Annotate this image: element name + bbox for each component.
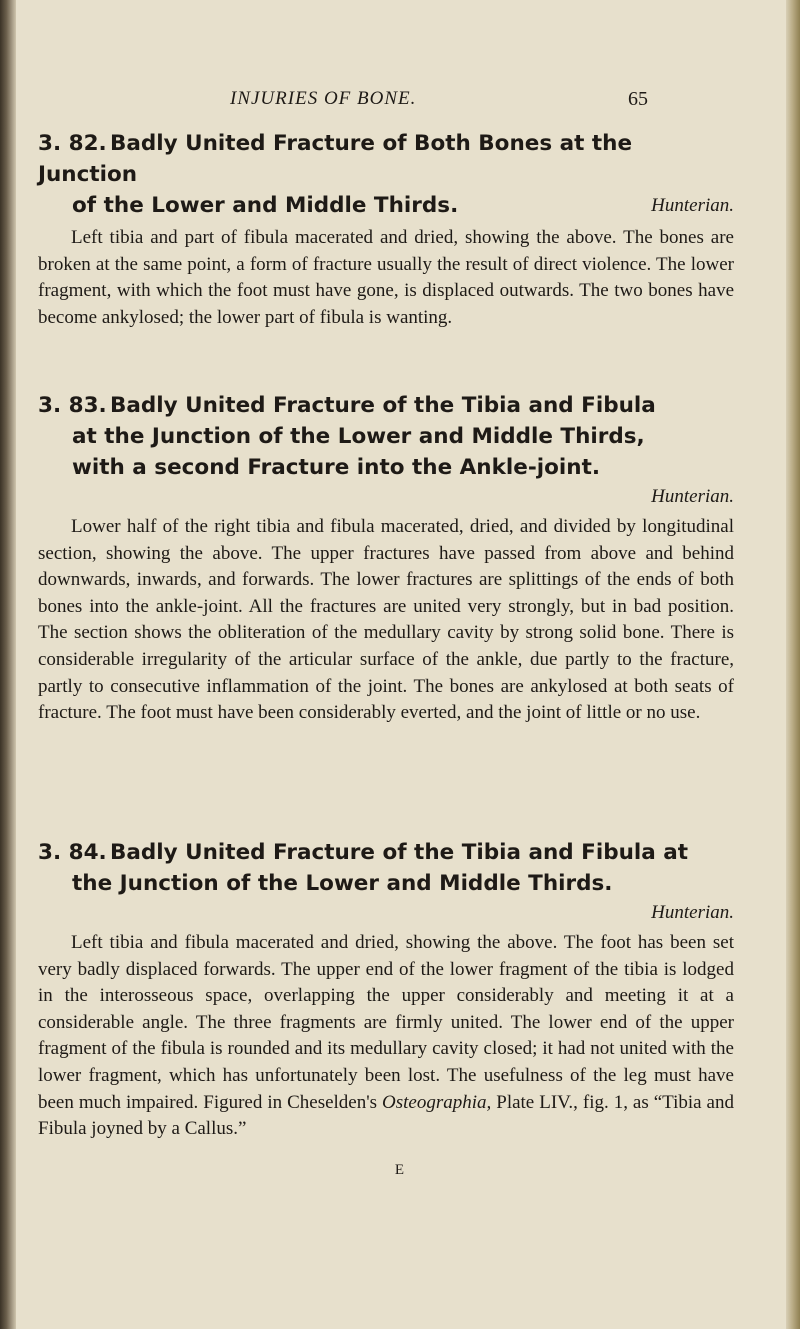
entry-title [38, 837, 734, 868]
entry-number: 3. 84. [38, 840, 107, 865]
entry-title [38, 128, 734, 190]
entry-number: 3. 83. [38, 393, 107, 418]
running-title: INJURIES OF BONE. [230, 88, 417, 109]
entry-title-line: with a second Fracture into the Ankle-joint. [72, 455, 601, 480]
entry-description: Lower half of the right tibia and fibula macerated, dried, and divided by longitudinal section, showing the above. The upper fractures have passed from above and behind downwards, inwards, and forwards. The lower fractures are splittings of the ends of both bones into the ankle-joint. All the fractures are united very strongly, but in bad position. The section shows the obliteration of the medullary cavity by strong solid bone. There is considerable irregularity of the articular surface of the ankle, due partly to the fracture, partly to consecutive inflammation of the joint. The bones are ankylosed at both seats of fracture. The foot must have been considerably everted, and the joint of little or no use. [38, 516, 734, 724]
entry-title-line: Badly United Fracture of the Tibia and Fibula at [110, 840, 689, 865]
entry-title-line: Badly United Fracture of Both Bones at the Junction [38, 131, 633, 187]
book-title: Osteographia, [382, 1091, 492, 1113]
entry-title-line: of the Lower and Middle Thirds. [72, 193, 459, 218]
entry-title-line: Badly United Fracture of the Tibia and Fibula [110, 393, 656, 418]
signature-mark: E [394, 1162, 406, 1178]
entry-title-continued [38, 190, 734, 221]
catalogue-entry-3-83 [38, 390, 734, 727]
entry-number: 3. 82. [38, 131, 107, 156]
description-text: Plate LIV., fig. 1, as “Tibia and Fibula joyned by a Callus.” [38, 1091, 734, 1140]
description-text: Left tibia and fibula macerated and dried, showing the above. The foot has been set very badly displaced forwards. The upper end of the lower fragment of the tibia is lodged in the interosseous space, overlapping the upper considerably and meeting it at a considerable angle. The three fragments are firmly united. The lower end of the upper fragment of the fibula is rounded and its medullary cavity closed; it had not united with the lower fragment, which has unfortunately been lost. The usefulness of the leg must have been much impaired. Figured in Cheselden's [38, 932, 734, 1113]
entry-description: Left tibia and part of fibula macerated and dried, showing the above. The bones are broken at the same point, a form of fracture usually the result of direct violence. The lower fragment, with which the foot must have gone, is displaced outwards. The two bones have become ankylosed; the lower part of fibula is wanting. [38, 227, 734, 328]
page-header [0, 88, 800, 112]
catalogue-entry-3-84 [38, 837, 734, 1143]
entry-source: Hunterian. [651, 902, 734, 923]
entry-title [38, 390, 734, 421]
entry-title-line: the Junction of the Lower and Middle Thirds. [72, 871, 613, 896]
entry-source: Hunterian. [651, 195, 734, 216]
catalogue-entry-3-82 [38, 128, 734, 331]
page-number: 65 [628, 88, 648, 110]
entry-title-line: at the Junction of the Lower and Middle Thirds, [72, 424, 645, 449]
entry-source: Hunterian. [651, 486, 734, 507]
entry-description [38, 930, 734, 1143]
